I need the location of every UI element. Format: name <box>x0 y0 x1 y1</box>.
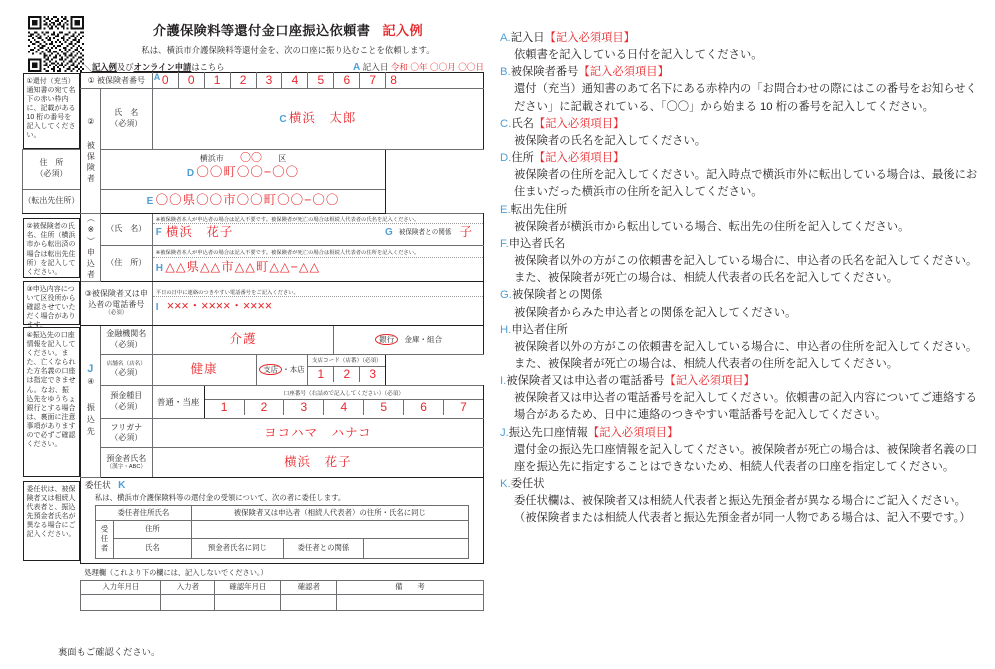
instruction-h-key: H. <box>500 323 512 336</box>
instruction-e <box>500 202 980 236</box>
applicant-name-label: （氏 名） <box>100 213 152 246</box>
branch-kind-cell[interactable]: 支店 ・本店 <box>256 354 308 385</box>
page-title <box>92 20 484 39</box>
era-label: 令和 <box>390 62 409 72</box>
side-note-2: ②被保険者の氏名、住所（横浜市から転出済の場合は転出先住所）を記入してください。 <box>23 218 80 278</box>
account-digit-0[interactable]: 1 <box>205 400 245 415</box>
applicant-address-cell[interactable] <box>152 246 483 281</box>
bank-kind-others[interactable]: 金庫・組合 <box>404 334 443 344</box>
side-note-1-cell <box>23 73 81 150</box>
instruction-i-key: I. <box>500 375 507 388</box>
branch-kind-other[interactable]: 本店 <box>289 365 305 374</box>
instruction-d-body: 被保険者の住所を記入してください。記入時点で横浜市外に転出している場合は、最後にお住まいだった横浜市の住所を記入してください。 <box>514 169 978 199</box>
delegate-address-value[interactable] <box>191 520 468 538</box>
pointer-slash-icon: ＼ <box>84 64 94 74</box>
marker-e: E <box>146 196 154 208</box>
instruction-a <box>500 30 980 64</box>
phone-cell[interactable] <box>152 281 483 325</box>
deposit-type-label: 預金種目 （必須） <box>100 385 152 419</box>
example-link[interactable]: 記入例 <box>92 62 117 72</box>
instruction-a-body: 依頼書を記入している日付を記入してください。 <box>514 49 763 62</box>
instruction-b-body: 還付（充当）通知書のあて名下にある赤枠内の「お問合わせの際にはこの番号をお知らせください」に記載されている、「〇〇」から始まる 10 桁の番号を記入してください。 <box>514 83 977 113</box>
entry-year: 〇年 <box>410 62 428 72</box>
processing-table <box>80 580 483 611</box>
instruction-k-key: K. <box>500 478 511 491</box>
delegate-name-value[interactable]: 預金者氏名に同じ <box>191 538 283 558</box>
side-note-1: ①還付（充当）通知書の宛て名下の赤い枠内に、記載がある 10 桁の番号を記入してください。 <box>23 73 80 149</box>
phone-value: ×××・××××・×××× <box>166 299 273 314</box>
spacer-cell <box>23 563 81 611</box>
instruction-e-head: 転出先住所 <box>510 203 568 216</box>
phone-hint: 平日の日中に連絡のつきやすい電話番号をご記入ください。 <box>153 289 483 298</box>
application-table <box>22 72 484 611</box>
bank-kind-cell[interactable] <box>334 325 484 354</box>
instruction-j-key: J. <box>500 426 509 439</box>
marker-f: F <box>155 227 162 238</box>
instruction-f-body: 被保険者以外の方がこの依頼書を記入している場合に、申込者の氏名を記入してください。また、被保険者が死亡の場合は、相続人代表者の氏名を記入してください。 <box>514 255 978 285</box>
proxy-relation-label: 委任者との関係 <box>283 538 363 558</box>
form-header <box>22 8 484 74</box>
instruction-i <box>500 373 980 424</box>
insured-number-label: ① 被保険者番号 <box>80 73 152 89</box>
branch-code-digit-0[interactable]: 1 <box>308 367 334 382</box>
account-digit-5[interactable]: 6 <box>404 400 444 415</box>
instructions-panel <box>500 30 980 528</box>
relation-label: 被保険者との関係 <box>398 229 452 237</box>
holder-name-label: 預金者氏名 （漢字・ABC） <box>100 448 152 477</box>
side-note-5-cell <box>23 477 81 563</box>
applicant-address-label: （住 所） <box>100 246 152 281</box>
kana-value[interactable]: ヨコハマ ハナコ <box>152 419 483 448</box>
instruction-c-required: 【記入必須項目】 <box>533 117 625 130</box>
processing-header-3: 確認者 <box>281 580 337 594</box>
entry-day: 〇〇日 <box>458 62 484 72</box>
marker-h: H <box>155 262 163 274</box>
address-city-suffix: 区 <box>278 153 287 163</box>
marker-j: J <box>87 363 94 376</box>
applicant-address-hint: ※被保険者本人が申込者の場合は記入不要です。被保険者が死亡の場合は相続人代表者の住所を記入ください。 <box>153 249 483 258</box>
form-subtitle: 私は、横浜市介護保険料等還付金を、次の口座に振り込むことを依頼します。 <box>141 45 435 55</box>
insured-number-digit-1[interactable]: 0 <box>178 73 204 89</box>
instruction-d-required: 【記入必須項目】 <box>533 152 625 165</box>
instruction-i-body: 被保険者又は申込者の電話番号を記入してください。依頼書の記入内容についてご連絡する場合があるため、日中に連絡のつきやすい電話番号を記入してください。 <box>514 392 977 422</box>
account-number-label: 口座番号（右詰めで記入してください）（必須） <box>205 390 483 400</box>
bank-name-label: 金融機関名 （必須） <box>100 325 152 354</box>
moveout-address-label: （転出先住所） <box>23 189 81 213</box>
side-note-3: ③申込内容について区役所から確認させていただく場合があります。 <box>23 281 80 325</box>
processing-cell-0[interactable] <box>81 594 161 610</box>
marker-c: C <box>279 113 287 125</box>
instruction-b-required: 【記入必須項目】 <box>578 66 669 79</box>
account-digit-6[interactable]: 7 <box>460 399 467 414</box>
proxy-table <box>95 505 469 558</box>
instruction-e-body: 被保険者が横浜市から転出している場合、転出先の住所を記入してください。 <box>514 220 910 233</box>
relation-value: 子 <box>459 225 473 240</box>
marker-i: I <box>155 302 159 314</box>
instruction-h <box>500 322 980 373</box>
instruction-a-key: A. <box>500 32 511 44</box>
insured-number-digit-3[interactable]: 2 <box>230 73 256 89</box>
instruction-j-head: 振込先口座情報 <box>508 426 588 439</box>
instruction-h-body: 被保険者以外の方がこの依頼書を記入している場合に、申込者の住所を記入してください。また、被保険者が死亡の場合は、相続人代表者の住所を記入してください。 <box>514 340 978 370</box>
proxy-statement: 私は、横浜市介護保険料等の還付金の受領について、次の者に委任します。 <box>94 493 346 502</box>
insured-number-digit-4[interactable]: 3 <box>256 73 282 89</box>
branch-name-label: 店舗名（店名） （必須） <box>100 354 152 385</box>
instruction-i-required: 【記入必須項目】 <box>664 375 755 388</box>
address-ward-value: 〇〇 <box>240 151 263 164</box>
account-digit-3[interactable]: 4 <box>324 400 364 415</box>
processing-cell-2[interactable] <box>215 594 281 610</box>
instruction-c <box>500 116 980 150</box>
form-area <box>22 8 484 663</box>
delegator-value: 被保険者又は申込者（相続人代表者）の住所・氏名に同じ <box>191 506 468 520</box>
applicant-name-cell[interactable] <box>152 213 483 246</box>
section-applicant-label: （※）申込者 <box>80 213 100 281</box>
branch-code-digit-2[interactable]: 3 <box>369 367 377 382</box>
marker-b: A <box>153 72 161 82</box>
proxy-heading: 委任状 <box>84 479 111 490</box>
delegate-name-label: 氏名 <box>113 538 191 558</box>
account-number-group <box>204 385 483 419</box>
address-city-prefix: 横浜市 <box>199 153 224 163</box>
link-conjunction: 及び <box>116 62 134 72</box>
entry-date-label: 記入日 <box>362 62 389 72</box>
insured-number-digit-7[interactable]: 6 <box>334 73 360 89</box>
insured-number-digit-6[interactable]: 5 <box>308 73 334 89</box>
insured-number-digit-2[interactable]: 1 <box>204 73 230 89</box>
delegator-label: 委任者住所氏名 <box>95 506 191 520</box>
example-badge: 記入例 <box>382 23 424 38</box>
instruction-e-key: E. <box>500 203 511 216</box>
kana-label: フリガナ （必須） <box>100 419 152 448</box>
side-note-5: 委任状は、被保険者又は相続人代表者と、振込先預金者氏名が異なる場合にご記入ください。 <box>23 481 80 561</box>
side-note-2-cell <box>23 213 81 281</box>
marker-a: A <box>353 62 361 73</box>
instruction-k-head: 委任状 <box>510 478 545 491</box>
side-note-4: ④振込先の口座情報を記入してください。また、亡くなられた方名義の口座は指定できません。なお、振込先をゆうちょ銀行とする場合は、裏面に注意事項がありますので必ずご確認ください。 <box>23 327 80 477</box>
online-application-link[interactable]: オンライン申請 <box>133 62 192 72</box>
instruction-d <box>500 150 980 201</box>
instruction-d-head: 住所 <box>511 152 534 165</box>
entry-month: 〇〇月 <box>430 62 456 72</box>
back-side-note: 裏面もご確認ください。 <box>58 647 161 657</box>
branch-kind-selected[interactable]: 支店 <box>259 364 282 375</box>
bank-name-value[interactable]: 介護 <box>152 325 334 354</box>
instruction-c-body: 被保険者の氏名を記入してください。 <box>514 134 707 147</box>
processing-cell-1[interactable] <box>161 594 215 610</box>
link-suffix: はこちら <box>191 62 225 72</box>
side-note-4-cell <box>23 325 81 477</box>
proxy-relation-value[interactable] <box>363 538 468 558</box>
instruction-k-body: 委任状欄は、被保険者又は相続人代表者と振込先預金者が異なる場合にご記入ください。（被保険者または相続人代表者と振込先預金者が同一人物である場合は、記入不要です。） <box>514 495 971 525</box>
marker-g: G <box>384 227 393 238</box>
qr-code-icon[interactable] <box>28 16 84 72</box>
instruction-f <box>500 236 980 287</box>
insured-number-digit-5[interactable]: 4 <box>282 73 308 89</box>
branch-code-group <box>308 354 386 385</box>
instruction-h-head: 申込者住所 <box>511 323 568 336</box>
instruction-j-body: 還付金の振込先口座情報を記入してください。被保険者が死亡の場合は、被保険者名義の口座を振込先に指定することはできないため、相続人代表者の口座を指定してください。 <box>514 443 978 473</box>
branch-name-value[interactable]: 健康 <box>152 354 256 385</box>
insured-name-value[interactable]: C 横浜 太郎 <box>152 89 483 150</box>
applicant-address-value: △△県△△市△△町△△−△△ <box>165 259 321 274</box>
section-insured-label: ② 被保険者 <box>80 89 100 214</box>
processing-header-1: 入力者 <box>161 580 215 594</box>
proxy-heading-row <box>81 478 483 493</box>
insured-number-digit-9[interactable]: 8 <box>386 73 484 89</box>
insured-number-digit-8[interactable]: 7 <box>360 73 386 89</box>
instruction-b-key: B. <box>500 66 511 79</box>
insured-address-value[interactable]: 横浜市 〇〇 区 D 〇〇町〇〇−〇〇 <box>100 149 385 189</box>
processing-section <box>80 563 483 611</box>
side-note-3-cell <box>23 281 81 330</box>
processing-cell-3[interactable] <box>281 594 337 610</box>
phone-label: ③被保険者又は申込者の電話番号 （必須） <box>80 281 152 325</box>
delegate-label: 受任者 <box>95 520 113 558</box>
account-digit-2[interactable]: 3 <box>284 400 324 415</box>
delegate-address-label: 住所 <box>113 520 191 538</box>
account-digit-4[interactable]: 5 <box>364 400 404 415</box>
applicant-name-value: 横浜 花子 <box>165 225 234 240</box>
instruction-j-required: 【記入必須項目】 <box>587 426 679 439</box>
processing-header-2: 確認年月日 <box>215 580 281 594</box>
insured-number-digit-0[interactable]: A 0 <box>152 73 178 89</box>
deposit-type-value[interactable]: 普通・当座 <box>152 385 204 419</box>
instruction-g <box>500 287 980 321</box>
instruction-c-head: 氏名 <box>511 117 534 130</box>
instruction-i-head: 被保険者又は申込者の電話番号 <box>506 375 665 388</box>
holder-name-value[interactable]: 横浜 花子 <box>152 448 483 477</box>
instruction-c-key: C. <box>500 117 512 130</box>
insured-address-label: 住 所 （必須） <box>23 149 81 189</box>
insured-name-label: 氏 名 （必須） <box>100 89 152 150</box>
instruction-k <box>500 476 980 527</box>
instruction-f-key: F. <box>500 237 509 250</box>
instruction-d-key: D. <box>500 152 512 165</box>
proxy-section <box>80 477 483 563</box>
processing-header-4: 備 考 <box>337 580 483 594</box>
branch-code-digit-1[interactable]: 2 <box>334 367 360 382</box>
instruction-b-head: 被保険者番号 <box>510 66 579 79</box>
instruction-a-required: 【記入必須項目】 <box>544 32 635 44</box>
instruction-g-head: 被保険者との関係 <box>511 289 603 302</box>
marker-k: K <box>118 479 126 491</box>
instruction-g-body: 被保険者からみた申込者との関係を記入してください。 <box>514 306 797 319</box>
branch-code-label: 支店コード（店番）（必須） <box>308 357 385 367</box>
processing-header-0: 入力年月日 <box>81 580 161 594</box>
processing-caption: 処理欄（これより下の欄には、記入しないでください。） <box>84 567 268 577</box>
processing-cell-4[interactable] <box>337 594 483 610</box>
account-digit-1[interactable]: 2 <box>245 400 285 415</box>
moveout-address-value[interactable]: E 〇〇県〇〇市〇〇町〇〇−〇〇 <box>100 189 385 213</box>
section-bank-label: J ④ 振込先 <box>80 325 100 477</box>
marker-d: D <box>186 168 195 180</box>
instruction-b <box>500 64 980 115</box>
applicant-name-hint: ※被保険者本人が申込者の場合は記入不要です。被保険者が死亡の場合は相続人代表者の氏名を記入ください。 <box>153 216 483 225</box>
instruction-g-key: G. <box>500 289 512 302</box>
title-text: 介護保険料等還付金口座振込依頼書 <box>152 23 371 38</box>
bank-kind-selected[interactable]: 銀行 <box>375 334 398 345</box>
instruction-a-head: 記入日 <box>510 32 545 44</box>
instruction-f-head: 申込者氏名 <box>508 237 566 250</box>
instruction-j <box>500 425 980 476</box>
